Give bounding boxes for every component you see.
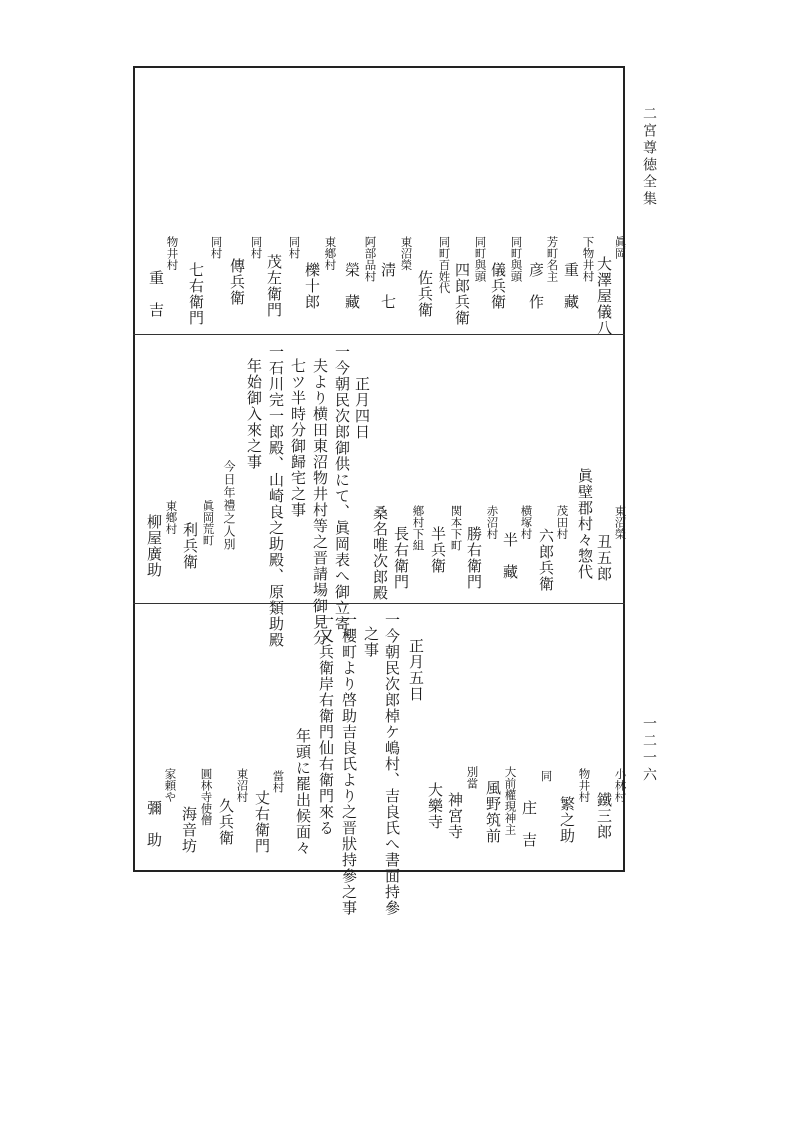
entry-name: 重 吉 <box>147 270 165 318</box>
visitor-name: 丈右衛門 <box>253 790 271 854</box>
body-line: 一今朝民次郎御供にて、眞岡表へ御立寄、 <box>333 344 351 648</box>
list-sub: 関本下町 <box>449 505 464 551</box>
entry-sub: 下物井村 <box>581 236 596 282</box>
entry-sub: 同村 <box>287 236 302 259</box>
entry-sub: 阿部品村 <box>363 236 378 282</box>
entry-sub: 芳町名主 <box>545 236 560 282</box>
entry-name: 儀兵衛 <box>489 262 507 310</box>
gifts-label: 今日年禮之人別 <box>222 460 236 551</box>
list-sub: 同 <box>539 770 554 782</box>
visitor-sub: 家頼や <box>163 768 178 803</box>
list-sub: 物井村 <box>577 768 592 803</box>
list-name: 大樂寺 <box>426 782 444 830</box>
list-name: 勝右衛門 <box>465 526 483 590</box>
entry-name: 彦 作 <box>527 262 545 310</box>
list-sub: 茂田村 <box>555 505 570 540</box>
visitor-name: 久兵衛 <box>217 798 235 846</box>
body-line: 一今朝民次郎棹ケ嶋村、吉良氏へ書面持參 <box>383 612 401 916</box>
list-name: 半 藏 <box>501 532 519 580</box>
visitor-sub: 當村 <box>271 770 286 793</box>
entry-sub: 東沼榮 <box>399 236 414 271</box>
entry-sub: 同村 <box>249 236 264 259</box>
entry-sub: 同町與頭 <box>473 236 488 282</box>
band-divider-1 <box>133 334 625 335</box>
page-frame <box>133 66 628 872</box>
entry-date: 正月五日 <box>407 638 425 702</box>
entry-name: 茂左衛門 <box>265 254 283 318</box>
list-name: 六郎兵衛 <box>537 528 555 592</box>
list-name: 神宮寺 <box>446 792 464 840</box>
list-sub: 小林村 <box>613 768 628 803</box>
gift-sub: 眞岡荒町 <box>201 500 216 546</box>
list-sub: 東沼榮 <box>613 505 628 540</box>
gift-sub: 東鄕村 <box>164 500 179 535</box>
page-number: 一二一六 <box>641 716 657 784</box>
body-line: 年始御入來之事 <box>245 358 263 470</box>
book-title: 二宮尊徳全集 <box>641 106 657 208</box>
entry-name: 櫟十郎 <box>303 262 321 310</box>
body-line: 一櫻町より啓助吉良氏より之晋狀持參之事 <box>340 612 358 916</box>
list-sub: 赤沼村 <box>485 505 500 540</box>
entry-name: 四郎兵衛 <box>453 262 471 326</box>
list-name: 庄 吉 <box>520 800 538 848</box>
visitor-name: 海音坊 <box>180 806 198 854</box>
list-name: 眞壁郡村々惣代 <box>576 468 594 580</box>
entry-sub: 同町百姓代 <box>437 236 452 294</box>
entry-sub: 同町與頭 <box>509 236 524 282</box>
list-sub: 横塚村 <box>519 505 534 540</box>
list-name: 鐵三郎 <box>595 792 613 840</box>
list-name: 長右衛門 <box>392 526 410 590</box>
body-line: 之事 <box>362 626 380 658</box>
list-name: 風野筑前 <box>484 780 502 844</box>
list-name: 桑名唯次郎殿 <box>371 505 389 601</box>
list-name: 半兵衛 <box>429 526 447 574</box>
body-line: 夫より横田東沼物井村等之晋請場御見分 <box>311 358 329 646</box>
entry-sub: 物井村 <box>165 236 180 271</box>
list-sub: 鄕村下組 <box>411 505 426 551</box>
entry-name: 榮 藏 <box>343 262 361 310</box>
entry-sub: 同村 <box>209 236 224 259</box>
entry-date: 正月四日 <box>353 376 371 440</box>
gift-name: 利兵衛 <box>181 522 199 570</box>
list-sub: 大前權現神主 <box>503 766 518 835</box>
body-line: 一石川完一郎殿、山崎良之助殿、原類助殿 <box>267 344 285 648</box>
visitor-sub: 圓林寺使僧 <box>199 768 214 826</box>
body-line: 七ツ半時分御歸宅之事 <box>289 358 307 518</box>
entry-name: 大澤屋儀八 <box>595 256 613 336</box>
body-line: 一又兵衛岸右衛門仙右衛門來る <box>317 612 335 836</box>
gift-name: 柳屋廣助 <box>145 514 163 578</box>
entry-name: 重 藏 <box>562 262 580 310</box>
entry-name: 淸 七 <box>379 262 397 310</box>
visitor-name: 彌 助 <box>145 800 163 848</box>
list-name: 繁之助 <box>558 796 576 844</box>
entry-name: 傳兵衛 <box>228 258 246 306</box>
visitor-sub: 東沼村 <box>235 768 250 803</box>
entry-name: 七右衛門 <box>187 262 205 326</box>
body-line: 年頭に罷出候面々 <box>294 728 312 856</box>
list-name: 丑五郎 <box>595 534 613 582</box>
entry-sub: 眞岡 <box>613 236 628 259</box>
band-divider-2 <box>133 603 625 604</box>
entry-sub: 東鄕村 <box>323 236 338 271</box>
list-sub: 別當 <box>465 766 480 789</box>
entry-name: 佐兵衛 <box>416 270 434 318</box>
